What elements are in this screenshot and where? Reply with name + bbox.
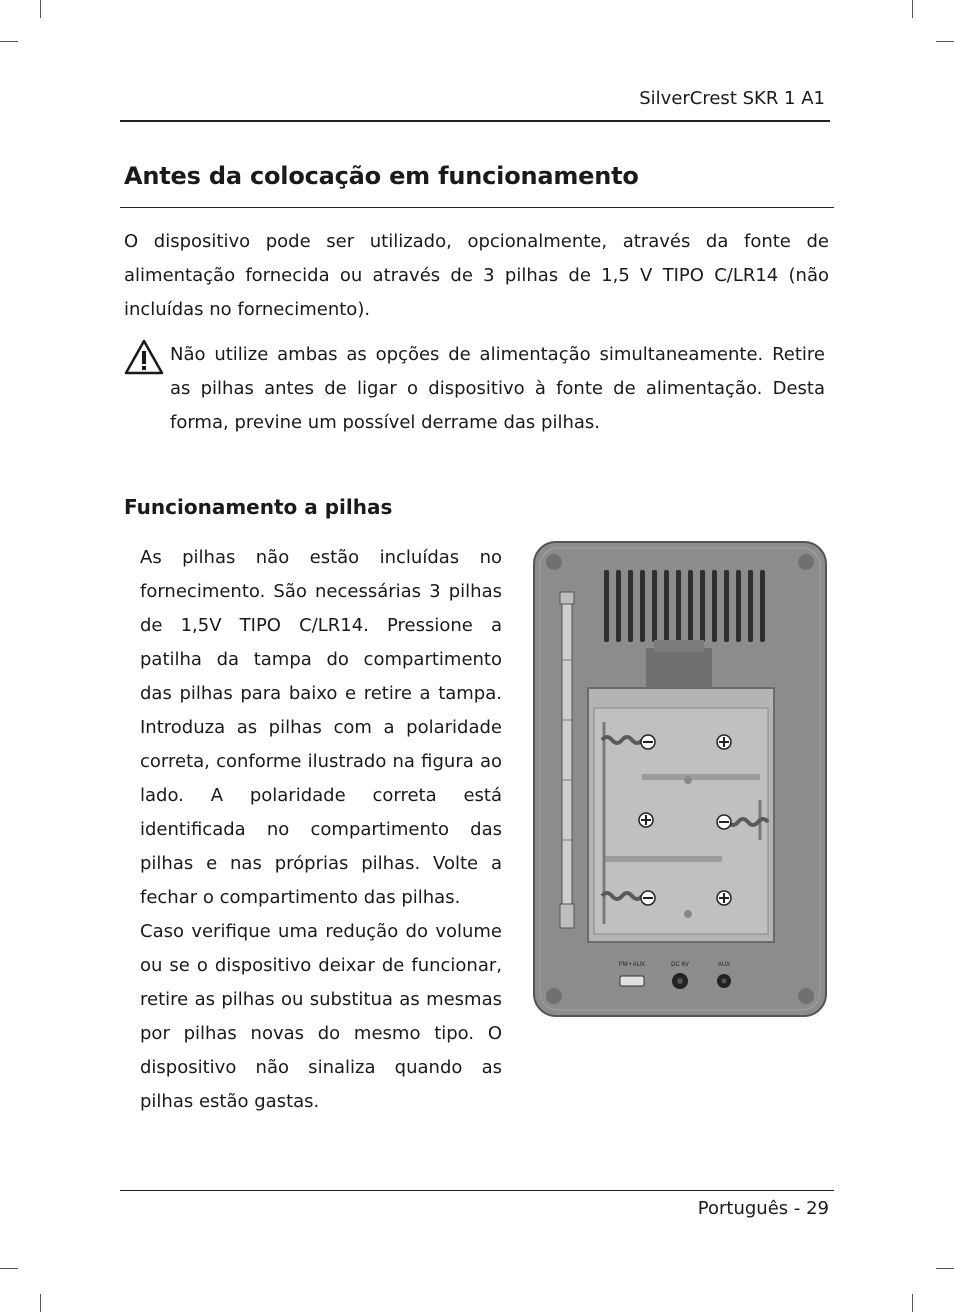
warning-text: Não utilize ambas as opções de alimentação simultaneamente. Retire as pilhas antes de ligar o dispositivo à fonte de alimentação. Desta forma, previne um possível derrame das pilhas.	[170, 344, 825, 433]
battery-paragraph-2: Caso verifique uma redução do volume ou se o dispositivo deixar de funcionar, retire as pilhas ou substitua as mesmas por pilhas novas do mesmo tipo. O dispositivo não sinaliza quando as pilhas estão gastas.	[140, 921, 502, 1112]
footer-rule	[120, 1190, 834, 1191]
intro-paragraph: O dispositivo pode ser utilizado, opcionalmente, através da fonte de alimentação fornecida ou através de 3 pilhas de 1,5 V TIPO C/LR14 (não incluídas no fornecimento).	[124, 231, 829, 320]
crop-mark	[40, 1294, 41, 1312]
aux-label: AUX	[717, 962, 731, 968]
crop-mark	[936, 41, 954, 42]
section-title: Antes da colocação em funcionamento	[124, 162, 639, 190]
warning-triangle-icon	[124, 339, 164, 375]
subsection-title: Funcionamento a pilhas	[124, 495, 393, 519]
battery-paragraph-1: As pilhas não estão incluídas no fornecimento. São necessárias 3 pilhas de 1,5V TIPO C/LR14. Pressione a patilha da tampa do compartimento das pilhas para baixo e retire a tampa. Introduza as pilhas com a polaridade correta, conforme ilustrado na figura ao lado. A polaridade correta está identificada no compartimento das pilhas e nas próprias pilhas. Volte a fechar o compartimento das pilhas.	[140, 547, 502, 908]
battery-compartment-figure	[532, 540, 828, 1018]
title-rule	[120, 207, 834, 208]
crop-mark	[912, 0, 913, 18]
crop-mark	[0, 1268, 18, 1269]
running-header: SilverCrest SKR 1 A1	[639, 88, 825, 109]
header-rule	[120, 120, 830, 122]
crop-mark	[912, 1294, 913, 1312]
crop-mark	[936, 1268, 954, 1269]
fm-aux-label: FM • AUX	[618, 962, 646, 968]
page-number: Português - 29	[697, 1198, 829, 1219]
crop-mark	[40, 0, 41, 18]
crop-mark	[0, 41, 18, 42]
dc-label: DC 6V	[671, 962, 689, 968]
